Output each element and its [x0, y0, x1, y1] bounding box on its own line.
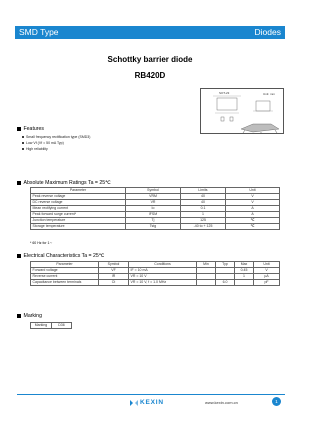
- elec-heading: Electrical Characteristics Ta = 25℃: [17, 253, 105, 259]
- table-row: Peak reverse voltage VRM 40 V: [31, 194, 280, 200]
- col-header: Max: [235, 262, 254, 268]
- table-row: Junction temperature Tj 125 ℃: [31, 218, 280, 224]
- bullet-square-icon: [17, 181, 21, 185]
- abs-max-table: [30, 187, 280, 230]
- table-row: Mean rectifying current Io 0.1 A: [31, 206, 280, 212]
- package-label: SOT-23: [219, 91, 230, 95]
- table-row: Capacitance between terminals Ct VR = 10 V, f = 1.0 MHz 6.0 pF: [31, 280, 280, 286]
- feature-item: Small frequency rectification type (SMD3): [22, 135, 90, 139]
- col-header: Limits: [181, 188, 226, 194]
- marking-table: [30, 322, 72, 329]
- table-row: Reverse current IR VR = 10 V 1 µA: [31, 274, 280, 280]
- feature-item: Low Vf (Vf = 50 mA Typ): [22, 141, 64, 145]
- part-number: RB420D: [134, 71, 166, 80]
- bullet-square-icon: [17, 254, 21, 258]
- table-row: Storage temperature Tstg -40 to + 125 ℃: [31, 224, 280, 230]
- table-row: Peak forward surge current* IFSM 1 A: [31, 212, 280, 218]
- col-header: Unit: [226, 188, 280, 194]
- col-header: Unit: [254, 262, 280, 268]
- package-drawing: [200, 88, 284, 134]
- features-heading: Features: [17, 126, 44, 132]
- col-header: Conditions: [129, 262, 197, 268]
- col-header: Parameter: [31, 262, 99, 268]
- bullet-dot-icon: [22, 142, 24, 144]
- marking-label: Marking: [31, 323, 52, 329]
- unit-label: Unit: mm: [263, 92, 275, 96]
- col-header: Typ: [216, 262, 235, 268]
- website-url: www.kexin.com.cn: [205, 400, 238, 405]
- header-banner: [15, 26, 285, 39]
- elec-table: [30, 261, 280, 286]
- footer-divider: [17, 394, 285, 395]
- marking-value: D36: [52, 323, 72, 329]
- header-type: Diodes: [254, 27, 281, 37]
- table-header-row: [31, 262, 280, 268]
- brand-logo: KEXIN: [130, 399, 164, 406]
- page-number-badge: 1: [272, 397, 281, 406]
- feature-item: High reliability: [22, 147, 48, 151]
- document-title: Schottky barrier diode: [107, 55, 193, 64]
- table-footnote: * 60 Hz for 1∼: [30, 241, 53, 245]
- bullet-dot-icon: [22, 148, 24, 150]
- table-row: DC reverse voltage VR 40 V: [31, 200, 280, 206]
- brand-mark-icon: [130, 400, 138, 406]
- bullet-dot-icon: [22, 136, 24, 138]
- col-header: Min: [197, 262, 216, 268]
- header-category: SMD Type: [19, 27, 59, 37]
- bullet-square-icon: [17, 314, 21, 318]
- bullet-square-icon: [17, 127, 21, 131]
- marking-heading: Marking: [17, 313, 42, 319]
- col-header: Parameter: [31, 188, 126, 194]
- table-row: Forward voltage VF IF = 10 mA 0.45 V: [31, 268, 280, 274]
- col-header: Symbol: [99, 262, 129, 268]
- abs-max-heading: Absolute Maximum Ratings Ta = 25℃: [17, 180, 111, 186]
- table-row: [31, 323, 72, 329]
- col-header: Symbol: [126, 188, 181, 194]
